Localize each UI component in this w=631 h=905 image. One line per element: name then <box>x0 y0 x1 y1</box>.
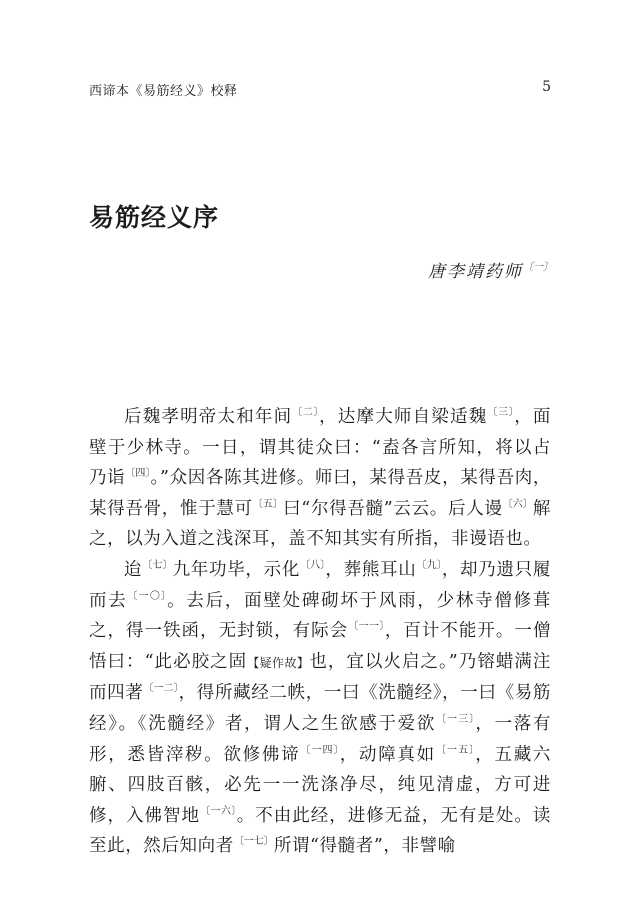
footnote-ref-7: 〔七〕 <box>142 559 173 571</box>
text-segment: 所谓“得髓者”，非譬喻 <box>273 836 456 857</box>
footnote-ref-15: 〔一五〕 <box>435 744 476 756</box>
text-segment: ，达摩大师自梁适魏 <box>319 407 488 427</box>
text-segment: ，百计不能开。一僧悟曰：“此必胶之固 <box>89 621 552 672</box>
footnote-ref-6: 〔六〕 <box>502 498 533 510</box>
text-segment: 。不由此经，进修无益，无有是处。读至此，然后知向者 <box>89 805 552 857</box>
body-text <box>89 402 551 862</box>
footnote-ref-10: 〔一〇〕 <box>127 590 168 602</box>
footnote-ref-9: 〔九〕 <box>416 559 442 571</box>
footnote-ref-8: 〔八〕 <box>300 559 326 571</box>
text-segment: 也，宜以火启之。”乃镕蜡满注而四著 <box>89 651 551 704</box>
footnote-ref-4: 〔四〕 <box>125 468 151 480</box>
chapter-title: 易筋经义序 <box>89 203 220 232</box>
author-line <box>428 257 553 282</box>
text-segment: ，葬熊耳山 <box>325 559 417 580</box>
text-segment: 九年功毕，示化 <box>172 559 301 580</box>
page-number: 5 <box>542 79 551 95</box>
text-segment: 迨 <box>124 559 143 580</box>
text-segment: 曰“尔得吾髓”云云。后人谩 <box>283 498 503 519</box>
paragraph-1 <box>89 402 551 555</box>
footnote-ref-17: 〔一七〕 <box>233 836 274 848</box>
footnote-ref-11: 〔一一〕 <box>348 621 385 633</box>
author-name: 唐李靖药师 <box>428 262 523 282</box>
footnote-ref-3: 〔三〕 <box>487 407 515 418</box>
text-segment: 后魏孝明帝太和年间 <box>124 407 293 427</box>
paragraph-2 <box>89 555 551 862</box>
text-segment: ，却乃遗只履而去 <box>89 559 551 611</box>
footnote-ref-16: 〔一六〕 <box>200 805 237 817</box>
text-segment: 解之，以为入道之浅深耳，盖不知其实有所指，非谩语也。 <box>89 498 552 550</box>
text-segment: ，动障真如 <box>339 744 436 765</box>
footnote-ref-12: 〔一二〕 <box>143 683 179 695</box>
footnote-ref-2: 〔二〕 <box>292 407 320 418</box>
text-segment: ，得所藏经二帙，一曰《洗髓经》，一曰《易筋经》。《洗髓经》者，谓人之生欲感于爱欲 <box>89 683 551 734</box>
text-segment: 。去后，面壁处碑砌坏于风雨，少林寺僧修葺之，得一铁函，无封锁，有际会 <box>89 590 552 642</box>
footnote-ref-1: 〔一〕 <box>523 262 553 273</box>
footnote-ref-14: 〔一四〕 <box>300 744 340 756</box>
footnote-ref-13: 〔一三〕 <box>436 713 476 725</box>
inline-note: 【疑作故】 <box>247 655 310 670</box>
text-segment: 。”众因各陈其进修。师曰，某得吾皮，某得吾肉，某得吾骨，惟于慧可 <box>89 468 552 519</box>
text-segment: ，一落有形，悉皆滓秽。欲修佛谛 <box>89 713 551 765</box>
text-segment: ，五藏六腑、四肢百骸，必先一一洗涤净尽，纯见清虚，方可进修，入佛智地 <box>89 744 552 826</box>
footnote-ref-5: 〔五〕 <box>252 498 284 510</box>
running-head-title: 西谛本《易筋经义》校释 <box>89 84 238 99</box>
text-segment: ，面壁于少林寺。一日，谓其徒众曰：“盍各言所知，将以占乃诣 <box>89 407 552 489</box>
